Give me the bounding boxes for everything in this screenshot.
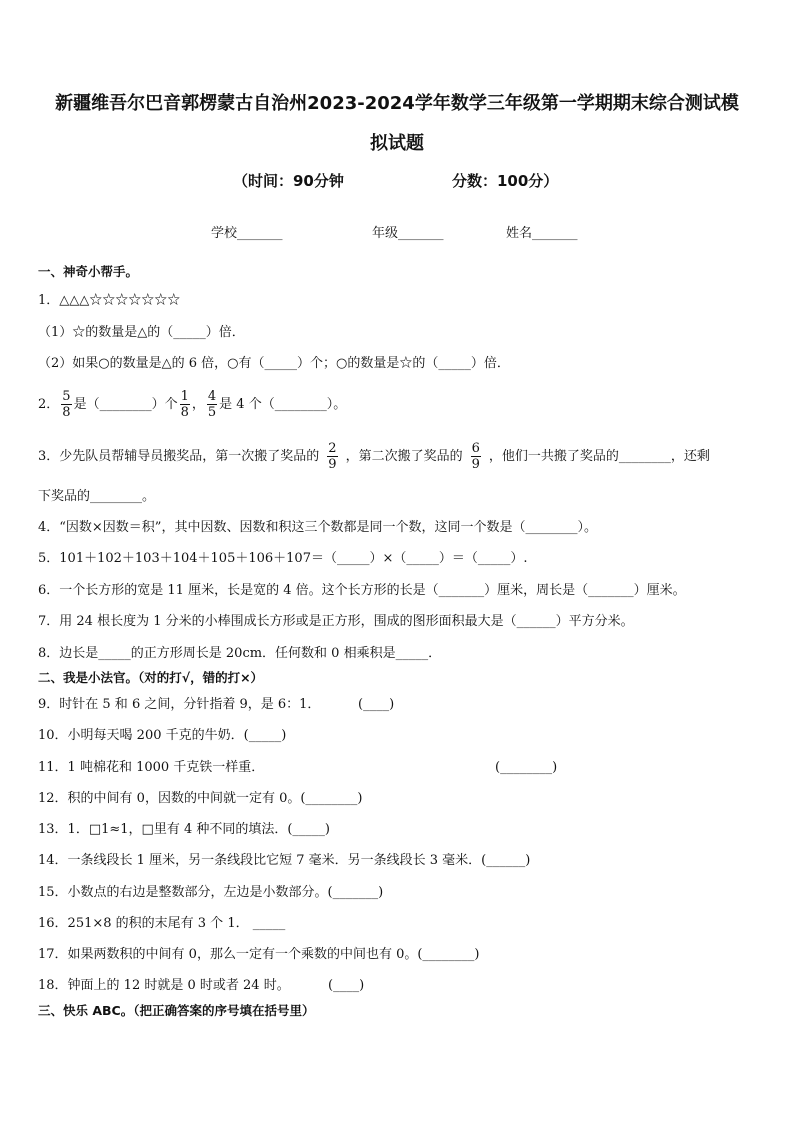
section-1-heading: 一、神奇小帮手。 [38, 264, 139, 279]
question-8: 8．边长是_____的正方形周长是 20cm．任何数和 0 相乘积是_____． [38, 646, 442, 661]
title-line-1: 新疆维吾尔巴音郭楞蒙古自治州2023-2024学年数学三年级第一学期期末综合测试模 [55, 93, 739, 114]
question-14: 14．一条线段长 1 厘米，另一条线段比它短 7 毫米．另一条线段长 3 毫米．(______) [38, 853, 531, 868]
question-1: 1．△△△☆☆☆☆☆☆☆ [38, 293, 181, 308]
fraction: $\frac{4}{5}$ [207, 389, 217, 420]
question-12: 12．积的中间有 0，因数的中间就一定有 0。(________) [38, 791, 363, 806]
exam-score: 分数：100分） [452, 172, 559, 190]
exam-time: （时间：90分钟 [233, 172, 344, 190]
title-line-2: 拟试题 [370, 133, 424, 154]
question-17: 17．如果两数积的中间有 0，那么一定有一个乘数的中间也有 0。(________) [38, 947, 480, 962]
question-16: 16．251×8 的积的末尾有 3 个 1． _____ [38, 916, 286, 931]
question-18: 18．钟面上的 12 时就是 0 时或者 24 时。 (____) [38, 978, 365, 993]
question-10: 10．小明每天喝 200 千克的牛奶．(_____) [38, 728, 287, 743]
name-field[interactable]: 姓名_______ [506, 226, 578, 241]
grade-field[interactable]: 年级_______ [372, 226, 444, 241]
question-13: 13．1．□1≈1，□里有 4 种不同的填法．(_____) [38, 822, 330, 837]
question-7: 7．用 24 根长度为 1 分米的小棒围成长方形或是正方形，围成的图形面积最大是（______）平方分米。 [38, 614, 634, 629]
exam-title [40, 84, 754, 164]
question-5: 5．101＋102＋103＋104＋105＋106＋107＝（_____）×（_____）＝（_____）. [38, 551, 528, 566]
question-3-cont: 下奖品的________。 [38, 489, 156, 504]
question-1-part-1: （1）☆的数量是△的（_____）倍． [38, 325, 245, 340]
question-6: 6．一个长方形的宽是 11 厘米，长是宽的 4 倍。这个长方形的长是（_______）厘米，周长是（_______）厘米。 [38, 583, 686, 598]
question-1-part-2: （2）如果○的数量是△的 6 倍，○有（_____）个；○的数量是☆的（_____）倍． [38, 356, 510, 371]
question-9: 9．时针在 5 和 6 之间，分针指着 9，是 6：1． (____) [38, 697, 395, 712]
question-11: 11．1 吨棉花和 1000 千克铁一样重． (________) [38, 760, 558, 775]
answer-blank[interactable]: (____) [358, 697, 395, 712]
section-3-heading: 三、快乐 ABC。（把正确答案的序号填在括号里） [38, 1003, 315, 1018]
answer-blank[interactable]: (________) [495, 760, 558, 775]
question-4: 4．“因数×因数＝积”，其中因数、因数和积这三个数都是同一个数，这同一个数是（________）。 [38, 520, 597, 535]
section-2-heading: 二、我是小法官。（对的打√，错的打×） [38, 670, 264, 685]
school-field[interactable]: 学校_______ [211, 226, 283, 241]
fraction: $\frac{2}{9}$ [328, 441, 337, 472]
fraction: $\frac{6}{9}$ [471, 441, 480, 472]
question-2: 2． $\frac{5}{8}$ 是（________）个 $\frac{1}{8}$ ， $\frac{4}{5}$ 是 4 个（________）。 [38, 389, 347, 420]
fraction: $\frac{5}{8}$ [62, 389, 71, 420]
question-3: 3．少先队员帮辅导员搬奖品，第一次搬了奖品的 $\frac{2}{9}$ ，第二次搬了奖品的 $\frac{6}{9}$ ，他们一共搬了奖品的________，还剩 [38, 441, 710, 472]
question-15: 15．小数点的右边是整数部分，左边是小数部分。(_______) [38, 885, 384, 900]
answer-blank[interactable]: (____) [328, 978, 365, 993]
fraction: $\frac{1}{8}$ [180, 389, 189, 420]
